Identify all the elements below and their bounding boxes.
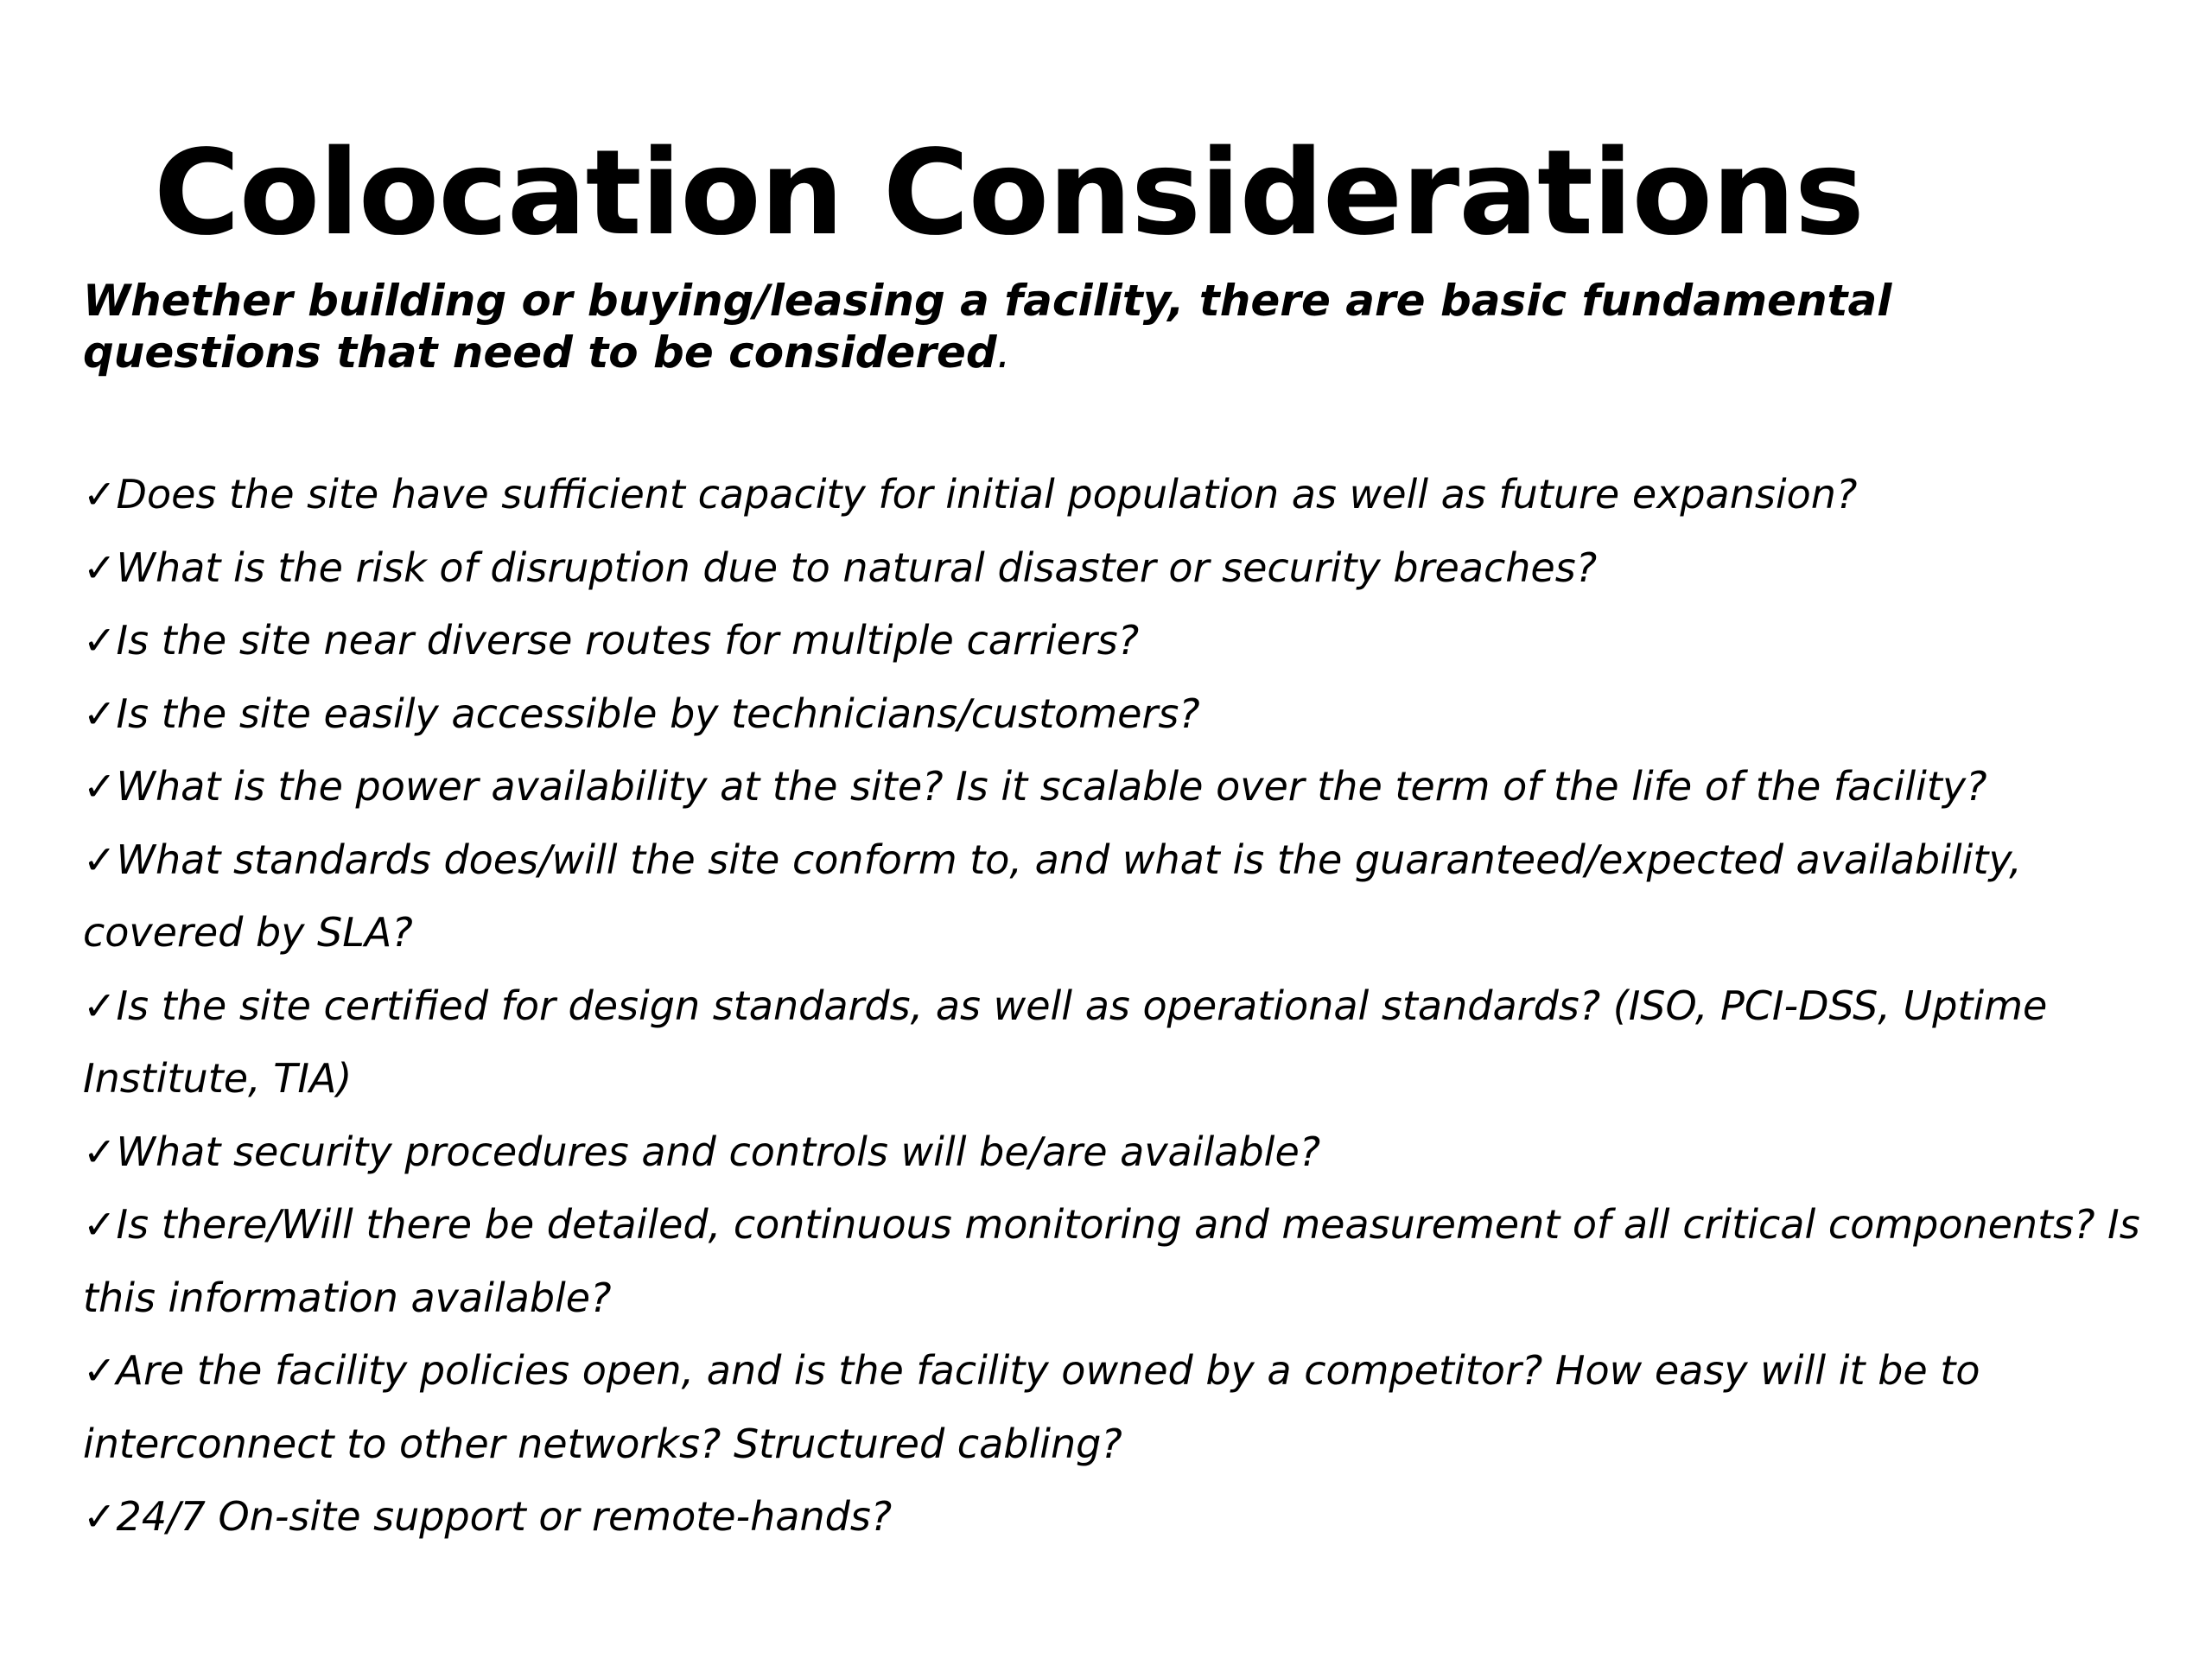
checkmark-icon: ✓ — [83, 836, 117, 883]
question-item — [83, 969, 2174, 1116]
question-item — [83, 604, 2174, 677]
question-text: Is there/Will there be detailed, continuous monitoring and measurement of all critical components? Is this information available? — [83, 1201, 2140, 1321]
question-text: Is the site easily accessible by technicians/customers? — [116, 690, 1200, 737]
question-item — [83, 677, 2174, 751]
checkmark-icon: ✓ — [83, 982, 117, 1029]
checkmark-icon: ✓ — [83, 1493, 117, 1540]
question-text: Is the site certified for design standards, as well as operational standards? (ISO, PCI-DSS, Uptime Institute, TIA) — [83, 982, 2048, 1102]
checkmark-icon: ✓ — [83, 617, 117, 664]
checkmark-icon: ✓ — [83, 1128, 117, 1175]
question-item — [83, 531, 2174, 605]
checkmark-icon: ✓ — [83, 763, 117, 810]
question-text: What is the power availability at the site? Is it scalable over the term of the life of the facility? — [116, 763, 1987, 810]
question-item — [83, 823, 2174, 969]
slide-title: Colocation Considerations — [154, 125, 1864, 262]
question-text: What standards does/will the site conform to, and what is the guaranteed/expected availability, covered by SLA? — [83, 836, 2022, 956]
question-item — [83, 1480, 2174, 1554]
question-text: What is the risk of disruption due to natural disaster or security breaches? — [116, 543, 1598, 591]
checkmark-icon: ✓ — [83, 1347, 117, 1394]
question-text: 24/7 On-site support or remote-hands? — [116, 1493, 893, 1540]
question-item — [83, 458, 2174, 531]
question-text: Is the site near diverse routes for multiple carriers? — [116, 617, 1140, 664]
question-item — [83, 1188, 2174, 1334]
question-text: Are the facility policies open, and is the facility owned by a competitor? How easy will it be to interconnect to other networks? Structured cabling? — [83, 1347, 1980, 1467]
question-text: What security procedures and controls will be/are available? — [116, 1128, 1321, 1175]
question-item — [83, 1116, 2174, 1189]
question-text: Does the site have sufficient capacity for initial population as well as future expansion? — [116, 471, 1858, 518]
question-item — [83, 1334, 2174, 1480]
checkmark-icon: ✓ — [83, 471, 117, 518]
intro-text — [83, 275, 2139, 378]
checkmark-icon: ✓ — [83, 1201, 117, 1248]
intro-period: . — [996, 327, 1011, 378]
intro-main: Whether building or buying/leasing a facility, there are basic fundamental questions that need to be considered — [83, 276, 1892, 378]
checkmark-icon: ✓ — [83, 543, 117, 591]
question-item — [83, 750, 2174, 823]
checkmark-icon: ✓ — [83, 690, 117, 737]
question-list — [83, 458, 2174, 1554]
